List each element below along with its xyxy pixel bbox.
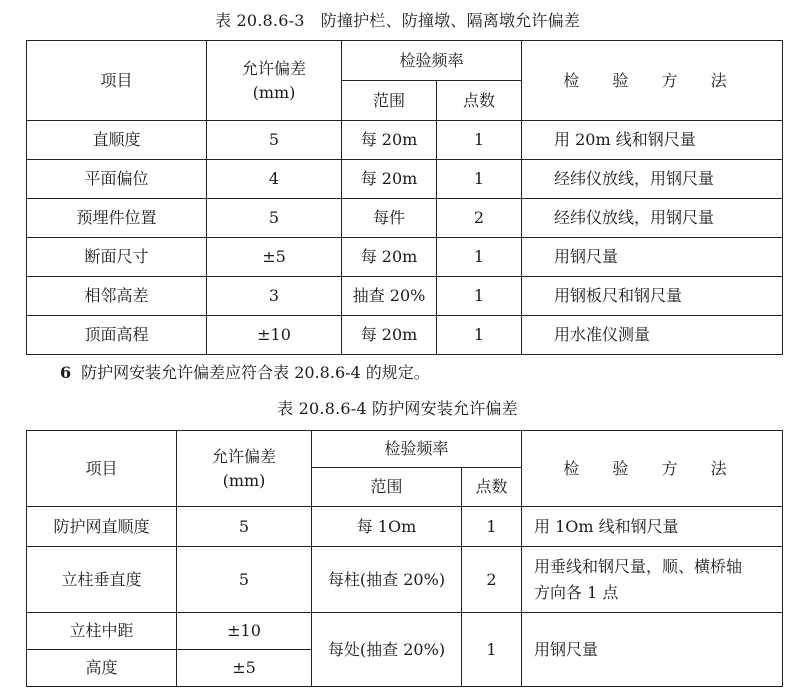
cell-range: 每 1Om (312, 507, 462, 547)
header-tolerance-unit: (mm) (252, 82, 296, 102)
cell-range: 每 20m (342, 160, 437, 199)
cell-points-merged: 1 (462, 613, 522, 687)
table-row (27, 121, 783, 160)
cell-points: 1 (437, 160, 522, 199)
cell-method: 用钢板尺和钢尺量 (522, 277, 783, 316)
header-tolerance-label: 允许偏差 (211, 446, 276, 466)
table1-caption: 表 20.8.6-3 防撞护栏、防撞墩、隔离墩允许偏差 (215, 11, 580, 30)
tolerance-table-guardrail (26, 40, 783, 355)
cell-item: 立柱中距 (27, 613, 177, 650)
cell-method: 经纬仪放线，用钢尺量 (522, 199, 783, 238)
cell-method-line1: 用垂线和钢尺量，顺、横桥轴 (534, 556, 743, 576)
cell-method: 用 20m 线和钢尺量 (522, 121, 783, 160)
cell-method: 经纬仪放线，用钢尺量 (522, 160, 783, 199)
cell-tolerance: 5 (177, 547, 312, 613)
cell-method: 用钢尺量 (522, 238, 783, 277)
cell-method-merged: 用钢尺量 (522, 613, 783, 687)
clause-note (60, 363, 430, 383)
cell-item: 防护网直顺度 (27, 507, 177, 547)
cell-range: 每 20m (342, 121, 437, 160)
cell-points: 2 (437, 199, 522, 238)
cell-item: 预埋件位置 (27, 199, 207, 238)
table-row (27, 277, 783, 316)
header-points: 点数 (437, 81, 522, 121)
cell-points: 1 (437, 316, 522, 355)
cell-range: 每柱(抽查 20%) (312, 547, 462, 613)
cell-points: 1 (437, 121, 522, 160)
clause-text: 防护网安装允许偏差应符合表 20.8.6-4 的规定。 (81, 363, 430, 382)
header-range: 范围 (312, 468, 462, 507)
header-points: 点数 (462, 468, 522, 507)
clause-number: 6 (60, 363, 72, 382)
cell-tolerance: 5 (177, 507, 312, 547)
cell-range: 每件 (342, 199, 437, 238)
table-row (27, 238, 783, 277)
cell-points: 2 (462, 547, 522, 613)
table-row (27, 316, 783, 355)
tolerance-table-protective-net (26, 430, 783, 687)
header-tolerance-label: 允许偏差 (241, 58, 306, 78)
cell-tolerance: ±5 (207, 238, 342, 277)
cell-item: 高度 (27, 650, 177, 687)
cell-method-line2: 方向各 1 点 (534, 582, 619, 602)
header-method: 检 验 方 法 (522, 41, 783, 121)
header-frequency: 检验频率 (342, 41, 522, 81)
cell-points: 1 (462, 507, 522, 547)
cell-item: 直顺度 (27, 121, 207, 160)
cell-tolerance: ±10 (207, 316, 342, 355)
cell-method: 用 1Om 线和钢尺量 (522, 507, 783, 547)
table2-caption: 表 20.8.6-4 防护网安装允许偏差 (277, 399, 518, 418)
header-frequency: 检验频率 (312, 431, 522, 468)
cell-item: 平面偏位 (27, 160, 207, 199)
cell-tolerance: 5 (207, 199, 342, 238)
header-item: 项目 (27, 41, 207, 121)
cell-item: 相邻高差 (27, 277, 207, 316)
cell-method: 用水准仪测量 (522, 316, 783, 355)
cell-item: 断面尺寸 (27, 238, 207, 277)
header-range: 范围 (342, 81, 437, 121)
cell-tolerance: ±5 (177, 650, 312, 687)
cell-item: 顶面高程 (27, 316, 207, 355)
cell-range: 每 20m (342, 316, 437, 355)
header-method: 检 验 方 法 (522, 431, 783, 507)
cell-range: 每 20m (342, 238, 437, 277)
cell-item: 立柱垂直度 (27, 547, 177, 613)
cell-range-merged: 每处(抽查 20%) (312, 613, 462, 687)
cell-tolerance: ±10 (177, 613, 312, 650)
header-item: 项目 (27, 431, 177, 507)
cell-tolerance: 5 (207, 121, 342, 160)
cell-method (522, 547, 783, 613)
table-row (27, 613, 783, 650)
table-row (27, 547, 783, 613)
cell-points: 1 (437, 238, 522, 277)
table-row (27, 507, 783, 547)
header-tolerance (177, 431, 312, 507)
header-tolerance-unit: (mm) (222, 470, 266, 490)
table-row (27, 160, 783, 199)
cell-points: 1 (437, 277, 522, 316)
table-row (27, 199, 783, 238)
cell-tolerance: 4 (207, 160, 342, 199)
cell-range: 抽查 20% (342, 277, 437, 316)
cell-tolerance: 3 (207, 277, 342, 316)
header-tolerance (207, 41, 342, 121)
